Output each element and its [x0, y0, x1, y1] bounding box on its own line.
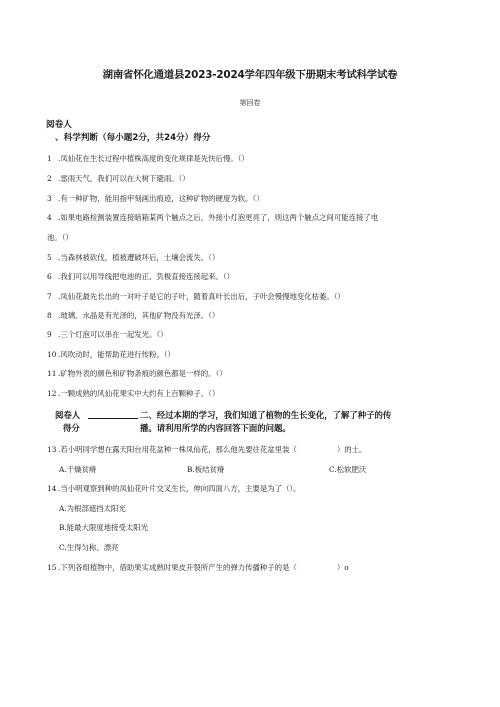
question-number: 2	[47, 174, 52, 183]
question-number: 9	[47, 330, 52, 339]
volume-label: 第回卷	[239, 99, 261, 107]
question-number: 4	[47, 213, 52, 222]
question-item	[47, 212, 378, 223]
section2-reviewer-label: 阅卷人	[55, 410, 81, 420]
question-item	[47, 193, 264, 204]
question-item	[47, 388, 219, 399]
question-item	[47, 310, 219, 321]
section1-reviewer-label: 阅卷人	[46, 120, 72, 130]
question-item	[47, 349, 175, 360]
question-number: 5	[47, 253, 52, 262]
question-number: 1	[47, 154, 52, 163]
question-text: .我们可以用导线把电池的正、负极直接连接起来。（）	[58, 272, 235, 281]
question-number: 8	[47, 311, 52, 320]
question-number: 6	[47, 272, 52, 281]
question-number: 15	[47, 563, 57, 572]
question-text: .如果电路检测装置连接暗箱某两个触点之后，外接小灯泡更亮了，则这两个触点之间可能连接了电	[58, 213, 379, 222]
question-item	[47, 368, 227, 379]
question-text: .三个灯泡可以串在一起发光。（）	[58, 330, 168, 339]
question-number: 11	[47, 369, 57, 378]
question-text: .凤仙花在生长过程中植株高度的变化规律是先快后慢。（）	[58, 154, 249, 163]
question-item	[47, 252, 219, 263]
question-item	[47, 291, 345, 302]
option-a: A.干燥贫瘠	[59, 465, 97, 474]
question-text-end: ）的土。	[336, 445, 367, 454]
question-number: 12	[47, 389, 57, 398]
question-item	[47, 562, 349, 573]
question-text: .一颗成熟的风仙花果实中大约有上百颗种子。（）	[58, 389, 220, 398]
question-item	[47, 271, 234, 282]
question-text: .下列各组植物中，借助果实成熟时果皮开裂所产生的弹力传播种子的是（	[58, 563, 297, 572]
question-text: .雷雨天气，我们可以在大树下避雨。（）	[58, 174, 190, 183]
option-b: B.能最大限度地接受太阳光	[59, 523, 149, 532]
question-text: .当森林被砍伐，植被遭破坏后，土壤会流失。（）	[58, 253, 220, 262]
question-text: .有一种矿物，能用指甲刻画出痕迹，这种矿物的硬度为软。（）	[58, 194, 264, 203]
question-text-end: ）o	[336, 563, 349, 572]
question-item	[47, 153, 249, 164]
section1-heading: 、科学判断（每小题2分，共24分）得分	[55, 133, 211, 143]
section2-heading-line2: 播。请利用所学的内容回答下面的问题。	[140, 423, 291, 433]
question-text: .凤仙花最先长出的一对叶子是它的子叶，随着真叶长出后，子叶会慢慢地变化枯萎。（）	[58, 292, 345, 301]
exam-title: 湖南省怀化通道县2023-2024学年四年级下册期末考试科学试卷	[102, 69, 398, 81]
question-number: 3	[47, 194, 52, 203]
question-item	[47, 444, 366, 455]
question-text: .玻璃、水晶是有光泽的，其他矿物没有光泽。（）	[58, 311, 220, 320]
option-b: B.板结贫瘠	[187, 465, 225, 474]
option-c: C.松软肥沃	[329, 465, 367, 474]
question-text: .当小明观察到种的凤仙花叶片交叉生长，伸向四面八方，主要是为了（）。	[58, 484, 301, 493]
question-text: .矿物外表的颜色和矿物条痕的颜色都是一样的。（）	[58, 369, 227, 378]
question-text: .若小明同学想在露天阳台用花盆种一株凤仙花，那么他先要往花盆里装（	[58, 445, 297, 454]
question-number: 10	[47, 350, 57, 359]
question-continuation: 池。（）	[47, 233, 73, 242]
question-item	[47, 483, 301, 494]
option-a: A.为根部遮挡太阳光	[59, 504, 126, 513]
question-text: .风吹动时，能帮助花进行传粉。（）	[58, 350, 175, 359]
question-number: 13	[47, 445, 57, 454]
question-number: 14	[47, 484, 57, 493]
question-item	[47, 329, 168, 340]
section2-score-label: 得分	[63, 423, 80, 433]
option-c: C.生得匀称、漂亮	[59, 543, 119, 552]
reviewer-underline	[88, 418, 138, 419]
question-number: 7	[47, 292, 52, 301]
section2-heading-line1: 二、经过本期的学习，我们知道了植物的生长变化，了解了种子的传	[140, 410, 392, 420]
question-item	[47, 173, 190, 184]
